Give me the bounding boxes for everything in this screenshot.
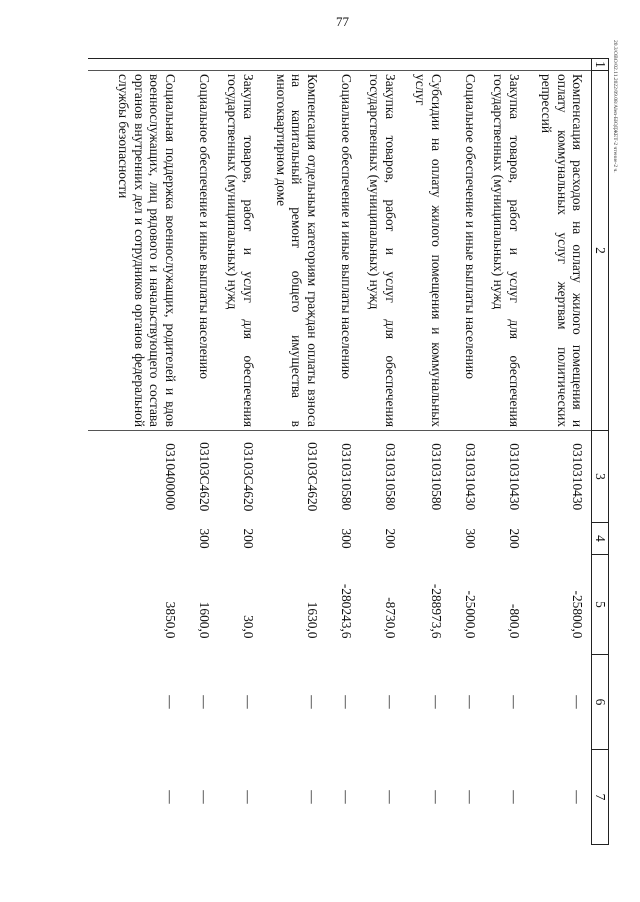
row-name: Социальное обеспечение и иные выплаты населению	[184, 71, 218, 431]
column-header-1: 1	[592, 59, 609, 71]
column-header-3: 3	[592, 431, 609, 523]
table-row	[484, 59, 528, 845]
row-col6: —	[570, 695, 586, 709]
row-index-cell	[88, 59, 184, 71]
row-index-cell	[184, 59, 218, 71]
row-code: 03103С4620	[240, 442, 256, 512]
row-type: 300	[462, 528, 478, 549]
row-name: Закупка товаров, работ и услуг для обеспечения государственных (муниципальных) нужд	[218, 71, 262, 431]
table-row	[404, 59, 450, 845]
row-index-cell	[450, 59, 484, 71]
row-amount: -25000,0	[462, 590, 478, 639]
row-type: 300	[338, 528, 354, 549]
table-body	[88, 59, 592, 845]
row-amount: -288973,6	[428, 583, 444, 639]
row-code: 0310310430	[506, 443, 522, 511]
row-col6: —	[462, 695, 478, 709]
row-col7: —	[462, 790, 478, 804]
column-header-5: 5	[592, 555, 609, 655]
row-col6: —	[382, 695, 398, 709]
row-index-cell	[360, 59, 404, 71]
row-col7: —	[506, 790, 522, 804]
row-index-cell	[262, 59, 326, 71]
rotated-page	[116, 58, 609, 844]
row-index-cell	[326, 59, 360, 71]
row-amount: -280243,6	[338, 583, 354, 639]
table-row	[262, 59, 326, 845]
row-type	[528, 523, 592, 555]
column-header-2: 2	[592, 71, 609, 431]
row-col7: —	[240, 790, 256, 804]
row-type	[404, 523, 450, 555]
row-code: 0310310580	[338, 443, 354, 511]
table-row	[218, 59, 262, 845]
row-type	[262, 523, 326, 555]
row-name: Компенсация расходов на оплату жилого помещения и оплату коммунальных услуг жертвам политических репрессий	[528, 71, 592, 431]
row-code: 0310400000	[162, 443, 178, 511]
row-col6: —	[196, 695, 212, 709]
row-col6: —	[162, 695, 178, 709]
row-col7: —	[196, 790, 212, 804]
row-col6: —	[428, 695, 444, 709]
row-code: 0310310580	[428, 443, 444, 511]
column-header-4: 4	[592, 523, 609, 555]
table-row	[88, 59, 184, 845]
row-amount: 1630,0	[304, 601, 320, 639]
table-row	[360, 59, 404, 845]
table-row	[450, 59, 484, 845]
row-col6: —	[304, 695, 320, 709]
row-amount: 30,0	[240, 615, 256, 639]
row-col6: —	[338, 695, 354, 709]
row-index-cell	[404, 59, 450, 71]
row-type: 200	[382, 528, 398, 549]
row-amount: -25800,0	[570, 590, 586, 639]
row-col6: —	[506, 695, 522, 709]
table-row	[184, 59, 218, 845]
row-amount: 3850,0	[162, 601, 178, 639]
column-header-7: 7	[592, 750, 609, 845]
row-name: Субсидии на оплату жилого помещения и коммунальных услуг	[404, 71, 450, 431]
row-col7: —	[162, 790, 178, 804]
row-index-cell	[218, 59, 262, 71]
row-name: Компенсация отдельным категориям граждан оплаты взноса на капитальный ремонт общего имущества в многоквартирном доме	[262, 71, 326, 431]
row-index-cell	[528, 59, 592, 71]
row-name: Социальная поддержка военнослужащих, родителей и вдов военнослужащих, лиц рядового и начальствующего состава органов внутренних дел и сотрудников органов федеральной службы безопасности	[88, 71, 184, 431]
row-amount: 1600,0	[196, 601, 212, 639]
row-col7: —	[304, 790, 320, 804]
row-amount: -800,0	[506, 603, 522, 639]
row-col7: —	[382, 790, 398, 804]
table-row	[528, 59, 592, 845]
row-index-cell	[484, 59, 528, 71]
row-col7: —	[428, 790, 444, 804]
document-code: 20.3/OBO/02.11.2022/09.08/Аlen-БЮДЖЕТ-2 чтение-2 ч.	[612, 40, 618, 173]
row-name: Социальное обеспечение и иные выплаты населению	[326, 71, 360, 431]
row-col7: —	[570, 790, 586, 804]
row-type: 200	[506, 528, 522, 549]
budget-table	[88, 58, 609, 845]
row-code: 03103С4620	[196, 442, 212, 512]
row-type	[88, 523, 184, 555]
row-col6: —	[240, 695, 256, 709]
column-header-6: 6	[592, 655, 609, 750]
row-code: 0310310430	[462, 443, 478, 511]
row-type: 200	[240, 528, 256, 549]
table-row	[326, 59, 360, 845]
row-code: 0310310580	[382, 443, 398, 511]
row-type: 300	[196, 528, 212, 549]
row-name: Закупка товаров, работ и услуг для обеспечения государственных (муниципальных) нужд	[360, 71, 404, 431]
row-code: 03103С4620	[304, 442, 320, 512]
row-col7: —	[338, 790, 354, 804]
page-number: 77	[336, 14, 349, 29]
row-name: Закупка товаров, работ и услуг для обеспечения государственных (муниципальных) нужд	[484, 71, 528, 431]
row-amount: -8730,0	[382, 597, 398, 639]
row-name: Социальное обеспечение и иные выплаты населению	[450, 71, 484, 431]
row-code: 0310310430	[570, 443, 586, 511]
table-header	[592, 59, 609, 845]
